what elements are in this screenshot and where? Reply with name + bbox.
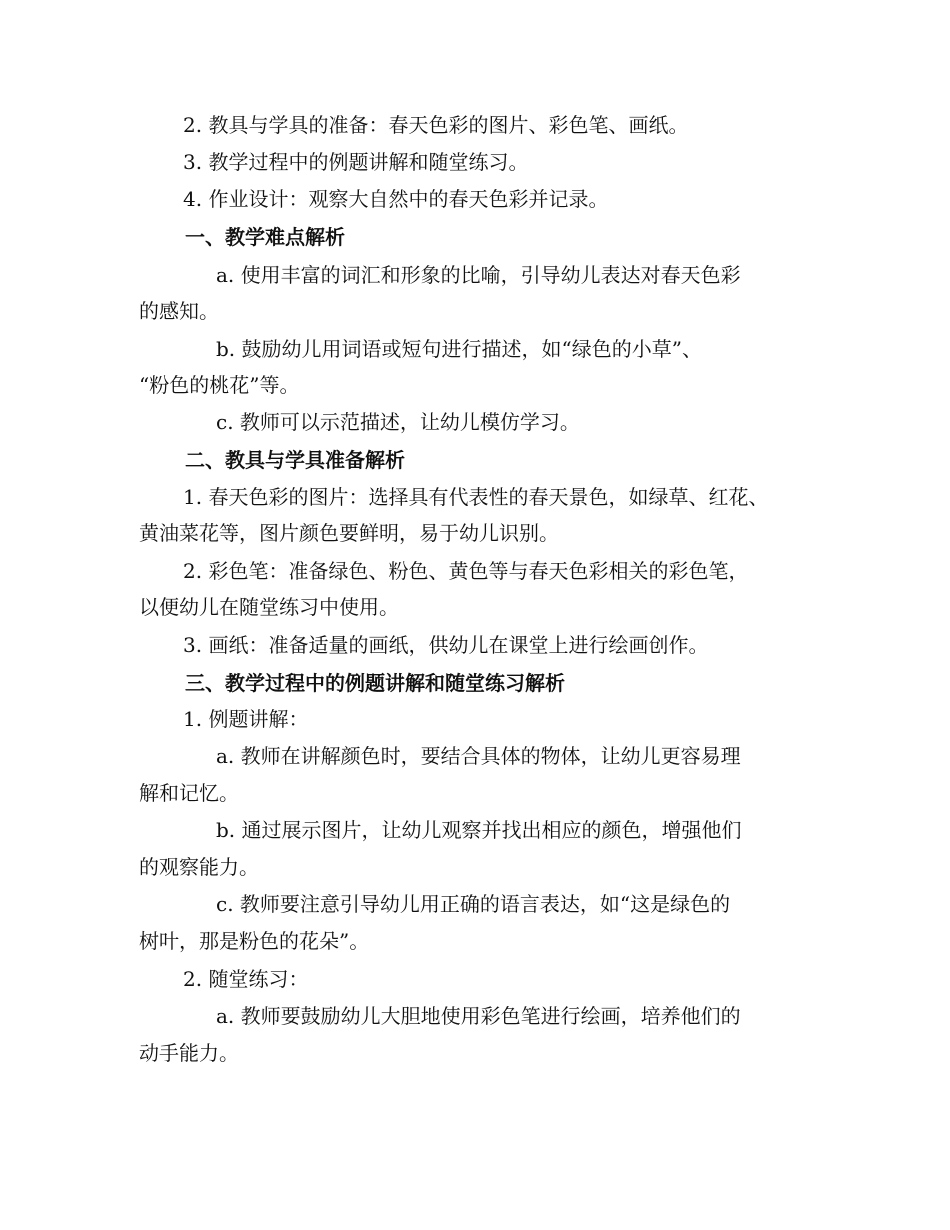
process-item-1: 1. 例题讲解： — [183, 707, 309, 731]
example-item-b-cont: 的观察能力。 — [139, 855, 259, 879]
tools-item-1-cont: 黄油菜花等，图片颜色要鲜明，易于幼儿识别。 — [139, 521, 559, 545]
section-heading-3: 三、教学过程中的例题讲解和随堂练习解析 — [185, 671, 565, 695]
example-item-b: b. 通过展示图片，让幼儿观察并找出相应的颜色，增强他们 — [216, 818, 742, 842]
tools-item-2: 2. 彩色笔：准备绿色、粉色、黄色等与春天色彩相关的彩色笔， — [183, 559, 749, 583]
tools-item-1: 1. 春天色彩的图片：选择具有代表性的春天景色，如绿草、红花、 — [183, 485, 769, 509]
prep-item-4: 4. 作业设计：观察大自然中的春天色彩并记录。 — [183, 187, 609, 211]
difficulty-item-b-cont: “粉色的桃花”等。 — [139, 373, 300, 397]
practice-item-a: a. 教师要鼓励幼儿大胆地使用彩色笔进行绘画，培养他们的 — [216, 1004, 741, 1028]
difficulty-item-a-cont: 的感知。 — [139, 299, 219, 323]
example-item-a: a. 教师在讲解颜色时，要结合具体的物体，让幼儿更容易理 — [216, 744, 741, 768]
prep-item-3: 3. 教学过程中的例题讲解和随堂练习。 — [183, 150, 529, 174]
example-item-a-cont: 解和记忆。 — [139, 781, 239, 805]
process-item-2: 2. 随堂练习： — [183, 967, 309, 991]
practice-item-a-cont: 动手能力。 — [139, 1041, 239, 1065]
prep-item-2: 2. 教具与学具的准备：春天色彩的图片、彩色笔、画纸。 — [183, 113, 689, 137]
difficulty-item-a: a. 使用丰富的词汇和形象的比喻，引导幼儿表达对春天色彩 — [216, 263, 741, 287]
example-item-c-cont: 树叶，那是粉色的花朵”。 — [139, 929, 370, 953]
example-item-c: c. 教师要注意引导幼儿用正确的语言表达，如“这是绿色的 — [216, 892, 731, 916]
tools-item-3: 3. 画纸：准备适量的画纸，供幼儿在课堂上进行绘画创作。 — [183, 633, 709, 657]
section-heading-1: 一、教学难点解析 — [185, 225, 345, 249]
difficulty-item-b: b. 鼓励幼儿用词语或短句进行描述，如“绿色的小草”、 — [216, 337, 702, 361]
section-heading-2: 二、教具与学具准备解析 — [185, 448, 405, 472]
tools-item-2-cont: 以便幼儿在随堂练习中使用。 — [139, 595, 399, 619]
difficulty-item-c: c. 教师可以示范描述，让幼儿模仿学习。 — [216, 410, 580, 434]
